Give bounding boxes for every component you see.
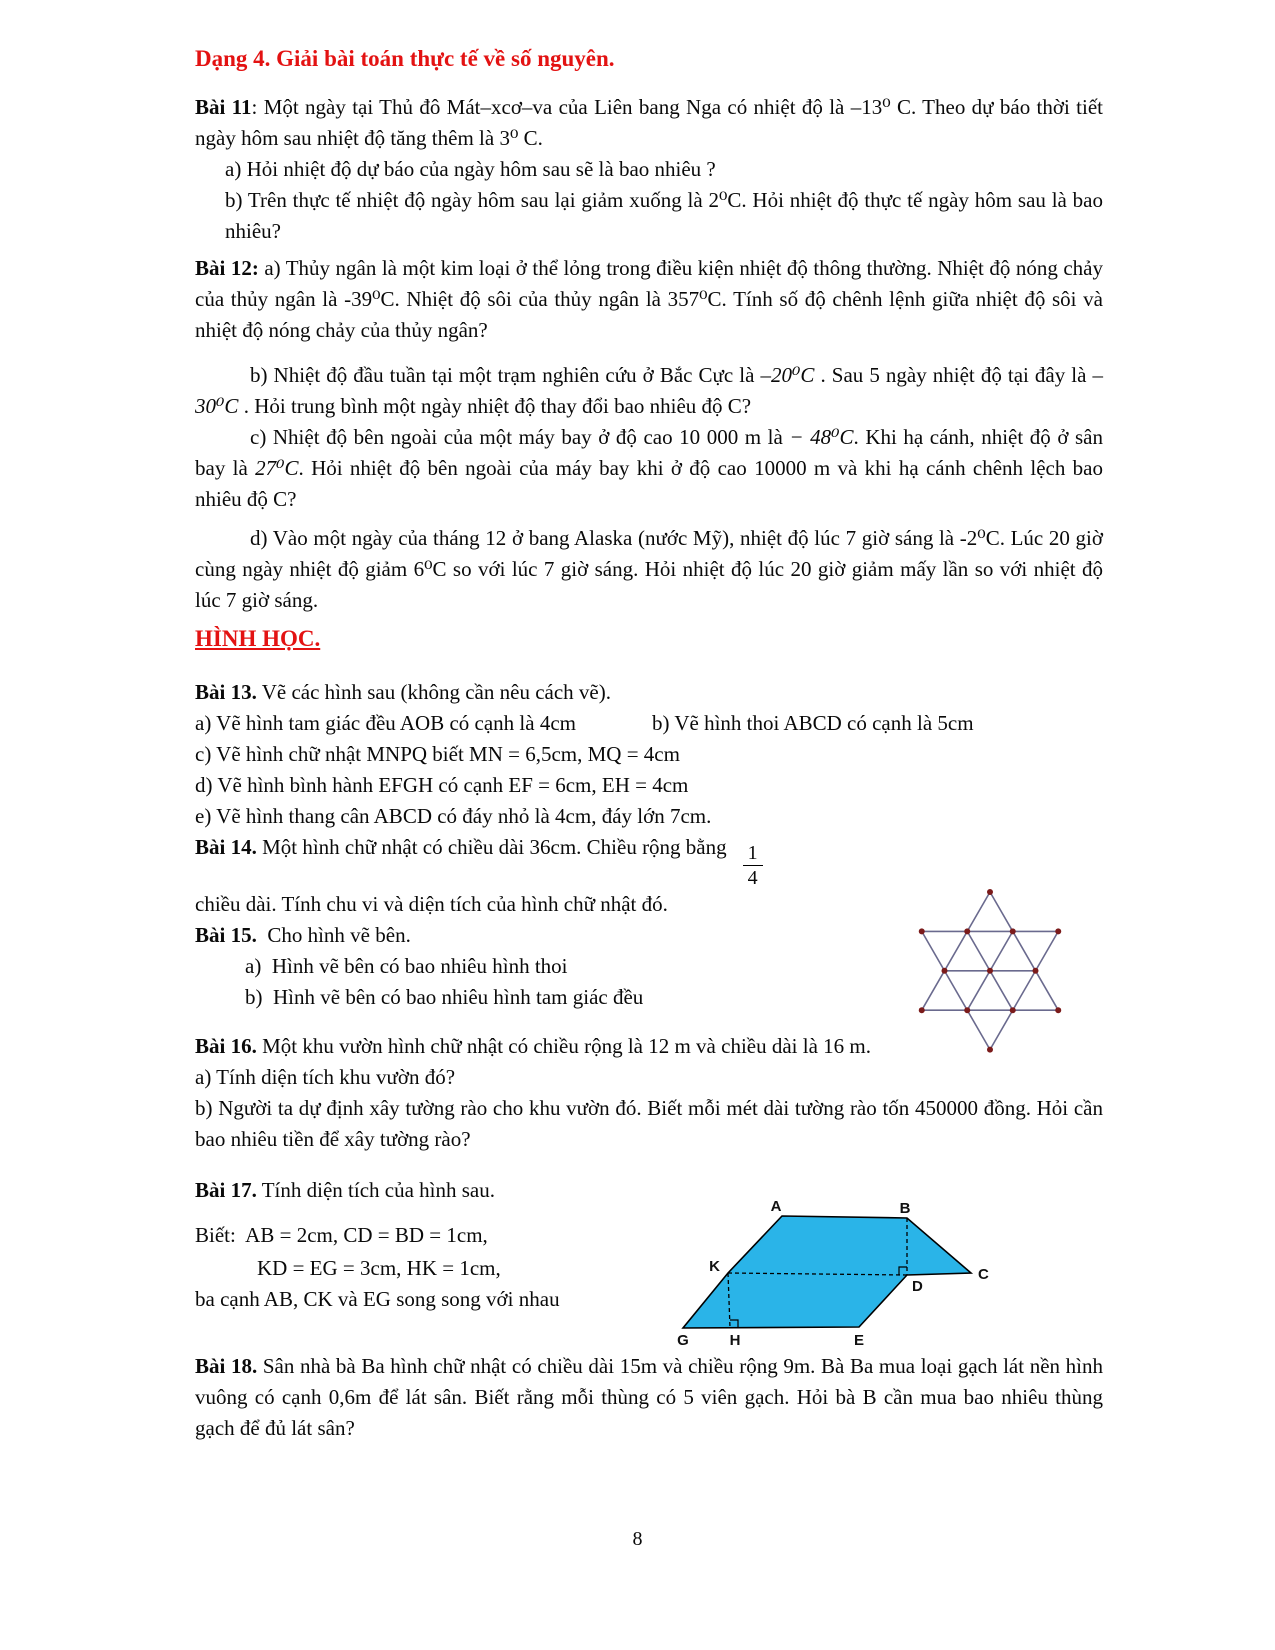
- bai12-item-b-math1: –20⁰C: [760, 363, 815, 387]
- bai16-item-a: a) Tính diện tích khu vườn đó?: [195, 1065, 456, 1089]
- bai13-item-a: a) Vẽ hình tam giác đều AOB có cạnh là 4cm: [195, 711, 576, 735]
- bai15-item-b: b) Hình vẽ bên có bao nhiêu hình tam giác đều: [245, 985, 644, 1009]
- bai18-paragraph: [195, 1351, 1103, 1444]
- bai13-row-ab: [195, 708, 1103, 739]
- bai11-item-a: a) Hỏi nhiệt độ dự báo của ngày hôm sau sẽ là bao nhiêu ?: [225, 157, 716, 181]
- bai15-star-figure: [917, 884, 1063, 1058]
- vertex-label-K: K: [709, 1258, 720, 1275]
- bai14-block: [195, 832, 895, 1013]
- bai14-label: Bài 14.: [195, 835, 257, 859]
- bai12-text-a: a) Thủy ngân là một kim loại ở thể lỏng trong điều kiện nhiệt độ thông thường. Nhiệt độ nóng chảy của thủy ngân là -39⁰C. Nhiệt độ sôi của thủy ngân là 357⁰C. Tính số độ chênh lệnh giữa nhiệt độ sôi và nhiệt độ nóng chảy của thủy ngân?: [195, 256, 1103, 342]
- bai15-label: Bài 15.: [195, 923, 257, 947]
- bai17-label: Bài 17.: [195, 1178, 257, 1202]
- bai12-item-c-text3: . Hỏi nhiệt độ bên ngoài của máy bay khi ở độ cao 10000 m và khi hạ cánh chênh lệch bao nhiêu độ C?: [195, 456, 1103, 511]
- star-vertex-dot: [987, 968, 993, 974]
- bai12-item-b: [195, 360, 1103, 422]
- figure-polygon: [683, 1216, 971, 1328]
- bai15-paragraph: [195, 920, 895, 951]
- vertex-label-H: H: [729, 1332, 741, 1349]
- bai12-label: Bài 12:: [195, 256, 259, 280]
- star-vertex-dot: [1055, 928, 1061, 934]
- bai13-text: Vẽ các hình sau (không cần nêu cách vẽ).: [256, 680, 611, 704]
- bai14-line2: chiều dài. Tính chu vi và diện tích của hình chữ nhật đó.: [195, 892, 668, 916]
- star-vertex-dots: [919, 889, 1062, 1053]
- bai18-label: Bài 18.: [195, 1354, 258, 1378]
- bai12-item-c: [195, 422, 1103, 515]
- star-vertex-dot: [1010, 928, 1016, 934]
- bai12-item-c-text1: c) Nhiệt độ bên ngoài của một máy bay ở độ cao 10 000 m là: [250, 425, 790, 449]
- star-grid-line: [990, 931, 1058, 1049]
- star-vertex-dot: [964, 928, 970, 934]
- bai12-item-b-math2: –30⁰C: [195, 363, 1103, 418]
- bai13-paragraph: [195, 677, 1103, 708]
- star-vertex-dot: [942, 968, 948, 974]
- star-vertex-dot: [1033, 968, 1039, 974]
- star-vertex-dot: [987, 889, 993, 895]
- bai12-item-c-text2: . Khi hạ cánh, nhiệt độ ở sân bay là: [195, 425, 1103, 480]
- fraction-one-quarter: [743, 842, 763, 889]
- bai17-text: Tính diện tích của hình sau.: [256, 1178, 495, 1202]
- bai14-line1: [195, 832, 895, 889]
- bai12-item-c-math2: 27⁰C: [255, 456, 299, 480]
- star-grid-line: [990, 892, 1058, 1010]
- vertex-label-A: A: [770, 1198, 782, 1215]
- geometry-heading: HÌNH HỌC.: [195, 626, 321, 651]
- vertex-label-B: B: [899, 1200, 911, 1217]
- bai17-shape-figure: [640, 1192, 992, 1352]
- bai15-item-a: a) Hình vẽ bên có bao nhiêu hình thoi: [245, 954, 568, 978]
- bai17-given-label: Biết:: [195, 1223, 236, 1247]
- vertex-label-D: D: [912, 1278, 923, 1295]
- bai11-item-b: b) Trên thực tế nhiệt độ ngày hôm sau lại giảm xuống là 2⁰C. Hỏi nhiệt độ thực tế ngày hôm sau là bao nhiêu?: [225, 188, 1103, 243]
- bai15-text: Cho hình vẽ bên.: [256, 923, 411, 947]
- bai12-paragraph: [195, 253, 1103, 346]
- bai11-paragraph: [195, 92, 1103, 154]
- star-vertex-dot: [1055, 1007, 1061, 1013]
- bai12-item-c-math1: − 48⁰C: [789, 425, 854, 449]
- star-vertex-dot: [919, 928, 925, 934]
- bai13-item-b: b) Vẽ hình thoi ABCD có cạnh là 5cm: [652, 711, 974, 735]
- bai17-given-line3: ba cạnh AB, CK và EG song song với nhau: [195, 1287, 560, 1311]
- bai13-item-e: e) Vẽ hình thang cân ABCD có đáy nhỏ là 4cm, đáy lớn 7cm.: [195, 804, 712, 828]
- vertex-label-C: C: [978, 1266, 989, 1283]
- star-vertex-dot: [964, 1007, 970, 1013]
- star-vertex-dot: [919, 1007, 925, 1013]
- fraction-numerator: 1: [743, 842, 763, 866]
- star-vertex-dot: [987, 1047, 993, 1053]
- bai16-item-b: b) Người ta dự định xây tường rào cho khu vườn đó. Biết mỗi mét dài tường rào tốn 450000 đồng. Hỏi cần bao nhiêu tiền để xây tường rào?: [195, 1096, 1103, 1151]
- bai17-given-line2: KD = EG = 3cm, HK = 1cm,: [257, 1256, 501, 1280]
- bai18-text: Sân nhà bà Ba hình chữ nhật có chiều dài 15m và chiều rộng 9m. Bà Ba mua loại gạch lát nền hình vuông có cạnh 0,6m để lát sân. Biết rằng mỗi thùng có 5 viên gạch. Hỏi bà B cần mua bao nhiêu thùng gạch để đủ lát sân?: [195, 1354, 1103, 1440]
- star-vertex-dot: [1010, 1007, 1016, 1013]
- bai12-item-b-text3: . Hỏi trung bình một ngày nhiệt độ thay đổi bao nhiêu độ C?: [238, 394, 752, 418]
- bai12-item-d: d) Vào một ngày của tháng 12 ở bang Alaska (nước Mỹ), nhiệt độ lúc 7 giờ sáng là -2⁰C. Lúc 20 giờ cùng ngày nhiệt độ giảm 6⁰C so với lúc 7 giờ sáng. Hỏi nhiệt độ lúc 20 giờ giảm mấy lần so với nhiệt độ lúc 7 giờ sáng.: [195, 526, 1103, 612]
- page-number: 8: [632, 1528, 643, 1550]
- bai17-given1-text: AB = 2cm, CD = BD = 1cm,: [235, 1223, 488, 1247]
- bai13-item-c: c) Vẽ hình chữ nhật MNPQ biết MN = 6,5cm, MQ = 4cm: [195, 742, 680, 766]
- bai16-label: Bài 16.: [195, 1034, 257, 1058]
- bai13-label: Bài 13.: [195, 680, 257, 704]
- vertex-label-G: G: [677, 1332, 689, 1349]
- bai16-text: Một khu vườn hình chữ nhật có chiều rộng là 12 m và chiều dài là 16 m.: [256, 1034, 872, 1058]
- vertex-label-E: E: [853, 1332, 865, 1349]
- fraction-denominator: 4: [747, 867, 758, 889]
- star-grid-line: [922, 931, 990, 1049]
- bai12-item-b-text2: . Sau 5 ngày nhiệt độ tại đây là: [814, 363, 1093, 387]
- bai12-item-b-text1: b) Nhiệt độ đầu tuần tại một trạm nghiên cứu ở Bắc Cực là: [250, 363, 761, 387]
- bai11-text: : Một ngày tại Thủ đô Mát–xcơ–va của Liên bang Nga có nhiệt độ là –13⁰ C. Theo dự báo thời tiết ngày hôm sau nhiệt độ tăng thêm là 3⁰ C.: [195, 95, 1103, 150]
- bai11-label: Bài 11: [195, 95, 252, 119]
- star-grid-line: [922, 892, 990, 1010]
- section-heading: Dạng 4. Giải bài toán thực tế về số nguyên.: [195, 46, 615, 71]
- bai14-text: Một hình chữ nhật có chiều dài 36cm. Chiều rộng bằng: [256, 835, 727, 859]
- bai13-item-d: d) Vẽ hình bình hành EFGH có cạnh EF = 6cm, EH = 4cm: [195, 773, 689, 797]
